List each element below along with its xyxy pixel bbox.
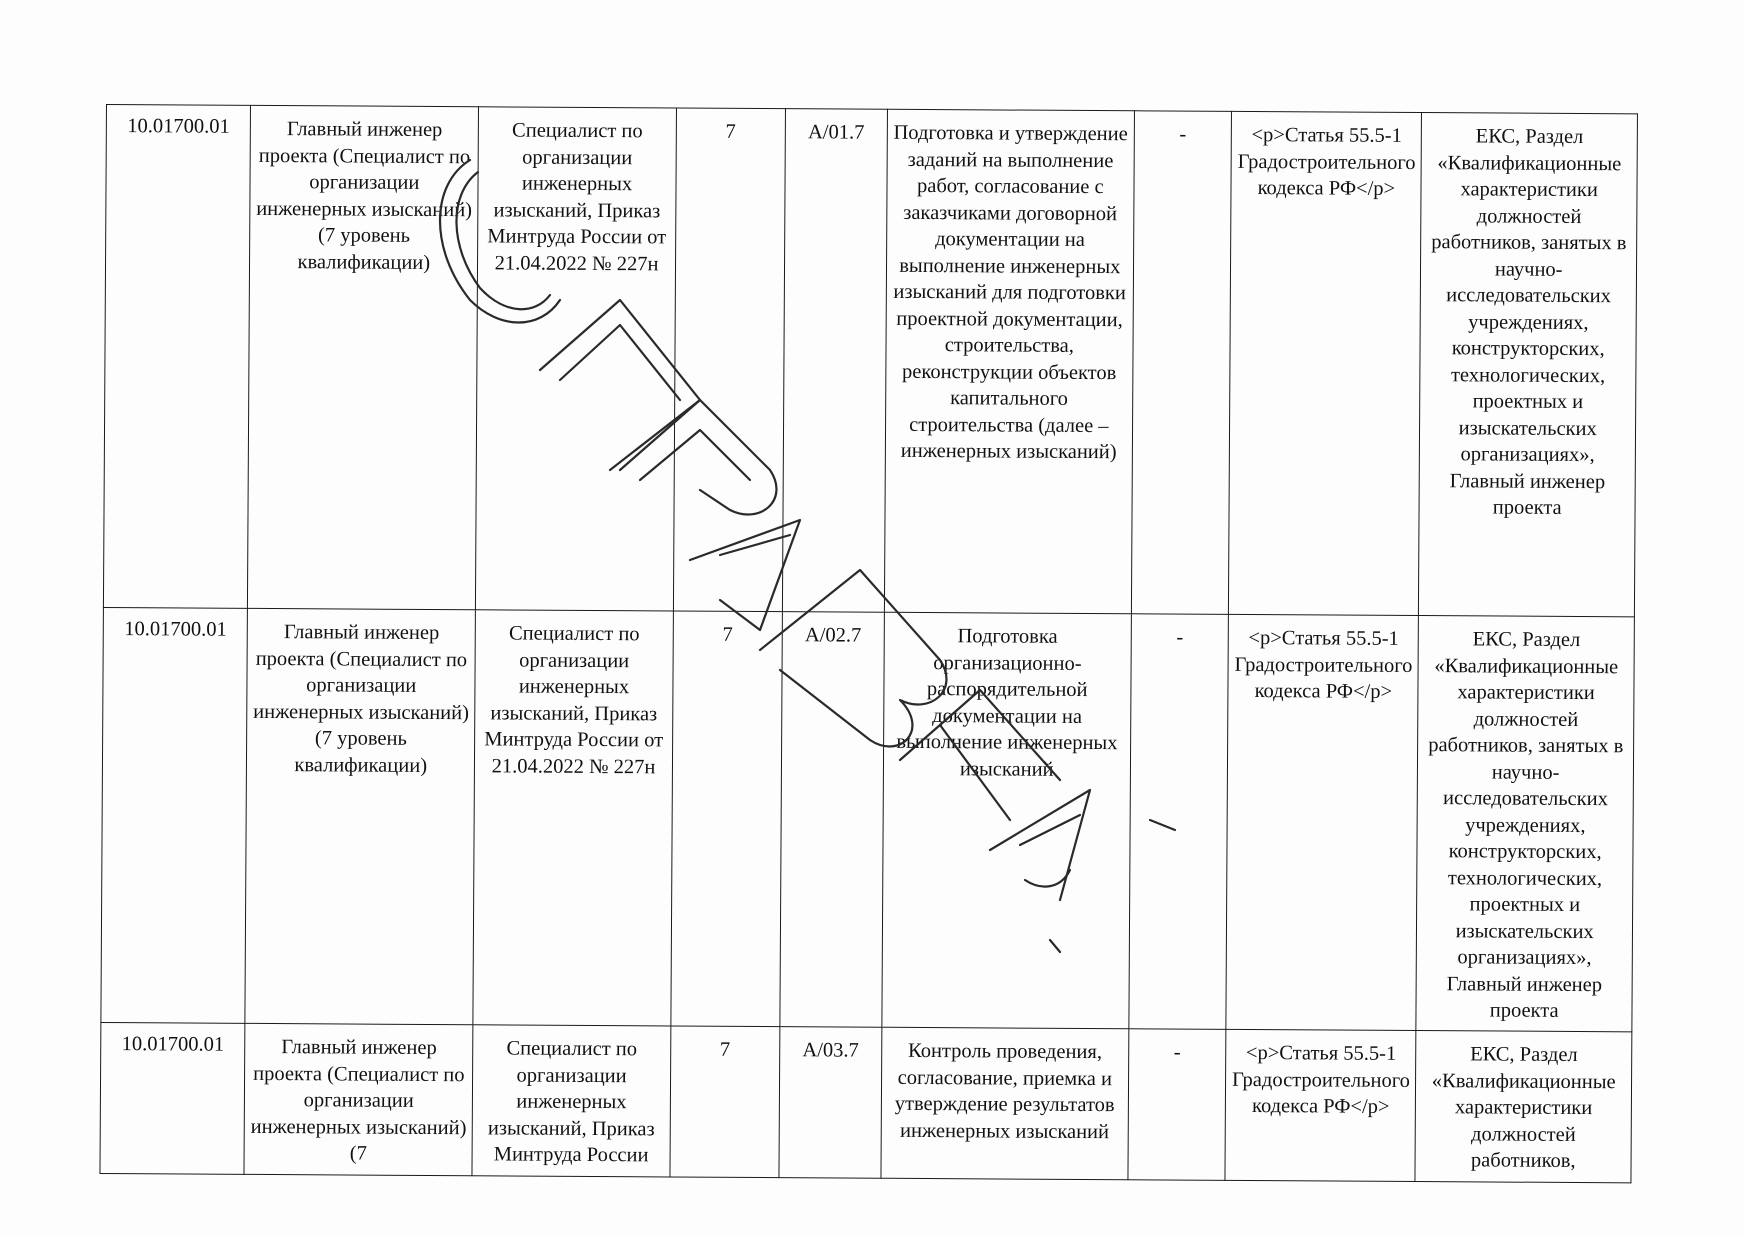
dash-cell: - <box>1129 614 1229 1030</box>
position-cell: Главный инженер проекта (Специалист по организации инженерных изысканий) (7 уровень квалификации) <box>245 608 475 1024</box>
table-row <box>100 1022 1632 1182</box>
level-cell: 7 <box>673 108 785 612</box>
table-row <box>103 105 1637 617</box>
eks-cell: ЕКС, Раздел «Квалификационные характеристики должностей работников, занятых в научно-исследовательских учреждениях, конструкторских, технологических, проектных и изыскательских организациях», Главный инженер проекта <box>1416 616 1634 1032</box>
code-cell: 10.01700.01 <box>103 105 250 609</box>
dash-cell: - <box>1131 111 1232 615</box>
eks-cell: ЕКС, Раздел «Квалификационные характеристики должностей работников, занятых в научно-исследовательских учреждениях, конструкторских, технологических, проектных и изыскательских организациях», Главный инженер проекта <box>1419 113 1638 617</box>
code-cell: 10.01700.01 <box>101 607 248 1023</box>
function-code-cell: А/02.7 <box>780 612 885 1028</box>
standard-cell: Специалист по организации инженерных изысканий, Приказ Минтруда России <box>472 1025 671 1177</box>
level-cell: 7 <box>670 1026 780 1178</box>
code-cell: 10.01700.01 <box>100 1022 245 1174</box>
level-cell: 7 <box>671 611 782 1027</box>
law-cell: <p>Статья 55.5-1 Градостроительного кодекса РФ</p> <box>1226 614 1419 1030</box>
eks-cell: ЕКС, Раздел «Квалификационные характеристики должностей работников, <box>1415 1031 1632 1183</box>
table-row <box>101 607 1635 1031</box>
position-cell: Главный инженер проекта (Специалист по организации инженерных изысканий) (7 <box>244 1023 473 1175</box>
position-cell: Главный инженер проекта (Специалист по организации инженерных изысканий) (7 уровень квалификации) <box>248 105 479 609</box>
function-code-cell: А/03.7 <box>779 1027 882 1179</box>
qualification-table <box>99 104 1638 1183</box>
function-code-cell: А/01.7 <box>782 109 887 613</box>
function-cell: Подготовка и утверждение заданий на выполнение работ, согласование с заказчиками договорной документации на выполнение инженерных изысканий для подготовки проектной документации, строительства, реконструкции объектов капитального строительства (далее – инженерных изысканий) <box>884 109 1134 613</box>
function-cell: Контроль проведения, согласование, приемка и утверждение результатов инженерных изысканий <box>881 1027 1129 1180</box>
law-cell: <p>Статья 55.5-1 Градостроительного кодекса РФ</p> <box>1225 1029 1416 1181</box>
law-cell: <p>Статья 55.5-1 Градостроительного кодекса РФ</p> <box>1229 111 1422 615</box>
function-cell: Подготовка организационно-распорядительной документации на выполнение инженерных изысканий <box>882 612 1131 1028</box>
standard-cell: Специалист по организации инженерных изысканий, Приказ Минтруда России от 21.04.2022 № 227н <box>473 610 673 1026</box>
standard-cell: Специалист по организации инженерных изысканий, Приказ Минтруда России от 21.04.2022 № 227н <box>476 107 677 611</box>
dash-cell: - <box>1128 1029 1227 1181</box>
